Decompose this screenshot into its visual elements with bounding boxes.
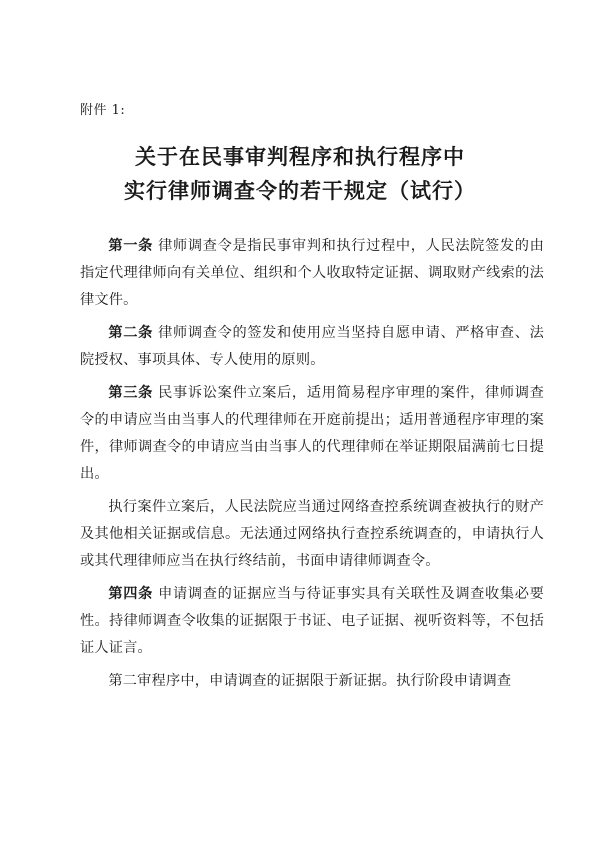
document-body (80, 233, 544, 701)
paragraph-text: 执行案件立案后，人民法院应当通过网络查控系统调查被执行的财产及其他相关证据或信息。无法通过网络执行查控系统调查的，申请执行人或其代理律师应当在执行终结前，书面申请律师调查令。 (80, 499, 544, 569)
article-2-paragraph (80, 320, 544, 374)
article-4-paragraph (80, 581, 544, 662)
article-label: 第一条 (108, 238, 153, 254)
document-title-line-1: 关于在民事审判程序和执行程序中 (135, 144, 465, 169)
article-1-paragraph (80, 233, 544, 314)
article-label: 第三条 (108, 385, 153, 401)
article-text: 律师调查令是指民事审判和执行过程中，人民法院签发的由指定代理律师向有关单位、组织和个人收取特定证据、调取财产线索的法律文件。 (80, 238, 544, 308)
document-title-line-2: 实行律师调查令的若干规定（试行） (124, 178, 476, 203)
article-text: 律师调查令的签发和使用应当坚持自愿申请、严格审查、法院授权、事项具体、专人使用的原则。 (80, 325, 544, 368)
article-text: 申请调查的证据应当与待证事实具有关联性及调查收集必要性。持律师调查令收集的证据限于书证、电子证据、视听资料等，不包括证人证言。 (80, 586, 544, 656)
paragraph-text: 第二审程序中，申请调查的证据限于新证据。执行阶段申请调查 (108, 673, 512, 689)
article-label: 第二条 (108, 325, 153, 341)
article-label: 第四条 (108, 586, 153, 602)
article-3-continuation-paragraph (80, 494, 544, 575)
article-text: 民事诉讼案件立案后，适用简易程序审理的案件，律师调查令的申请应当由当事人的代理律师在开庭前提出；适用普通程序审理的案件，律师调查令的申请应当由当事人的代理律师在举证期限届满前七日提出。 (80, 385, 544, 482)
attachment-label: 附件 1: (80, 103, 126, 118)
article-3-paragraph (80, 380, 544, 488)
article-4-continuation-paragraph (80, 668, 544, 695)
